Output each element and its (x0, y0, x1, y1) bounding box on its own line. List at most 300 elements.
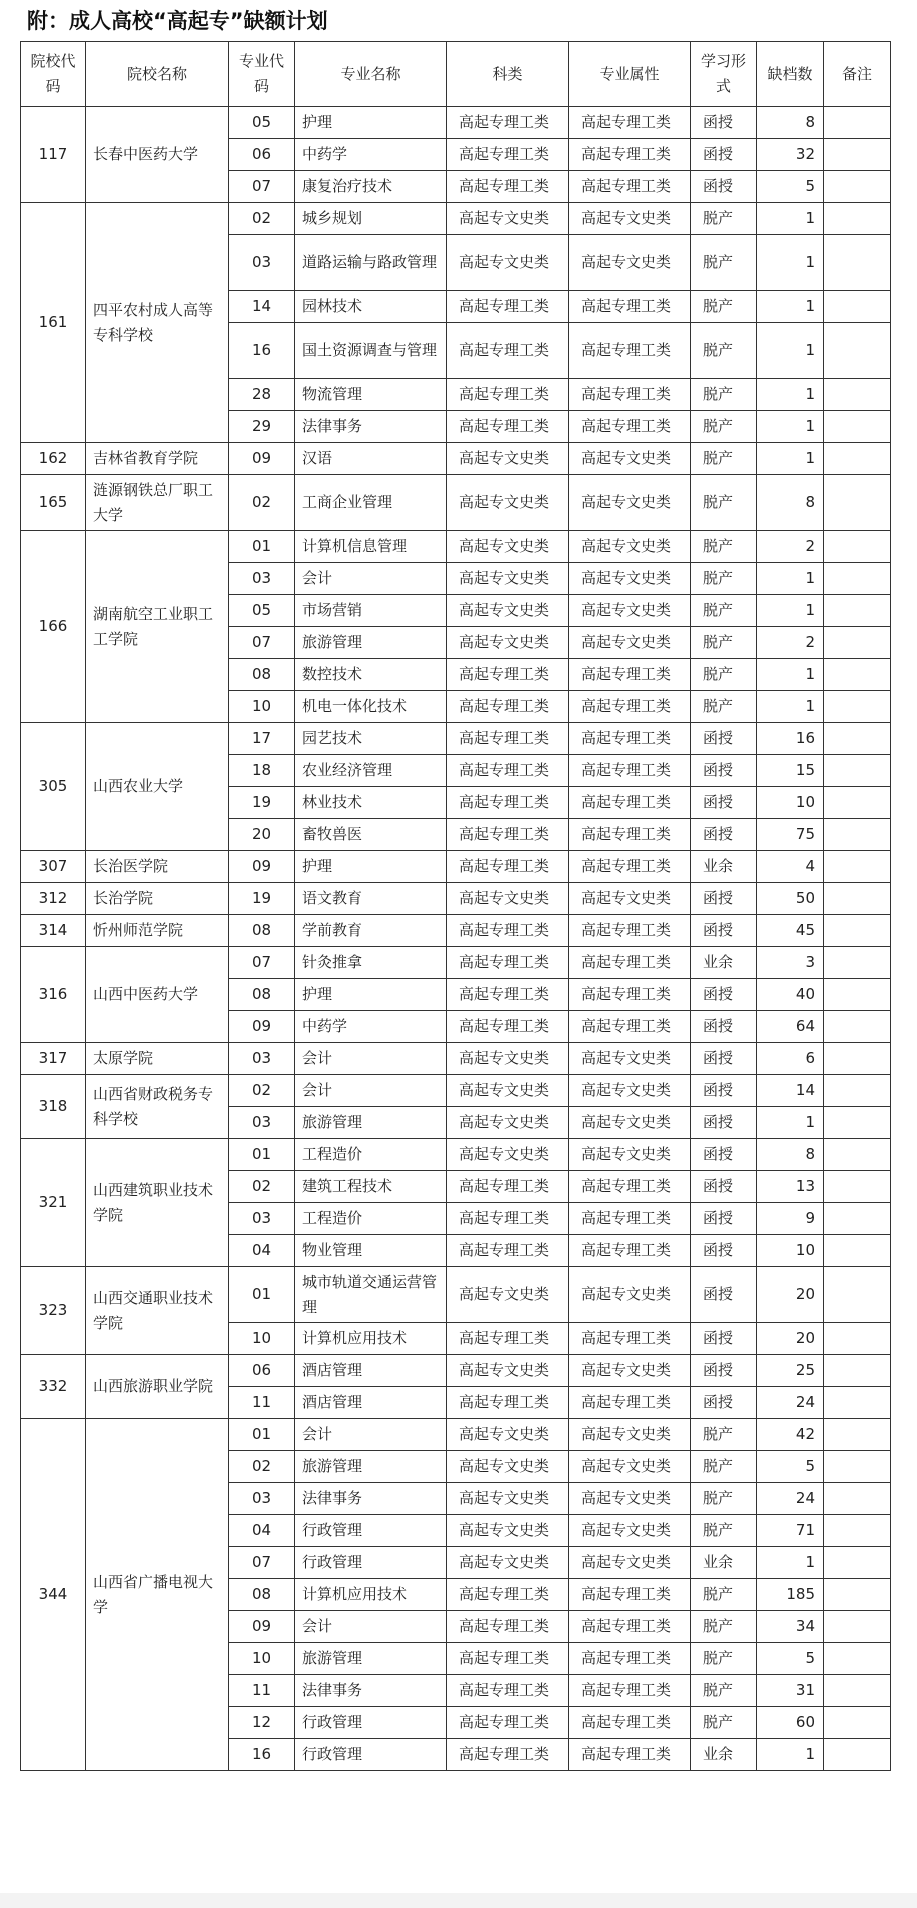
category-cell: 高起专理工类 (447, 1675, 569, 1707)
vacancy-count-cell: 2 (757, 627, 824, 659)
study-form-cell: 函授 (691, 171, 757, 203)
major-code-cell: 19 (229, 883, 295, 915)
major-code-cell: 18 (229, 755, 295, 787)
category-cell: 高起专理工类 (447, 139, 569, 171)
school-name-cell: 湖南航空工业职工工学院 (86, 531, 229, 723)
major-code-cell: 09 (229, 1011, 295, 1043)
table-row (21, 531, 891, 563)
vacancy-count-cell: 1 (757, 235, 824, 291)
major-code-cell: 06 (229, 139, 295, 171)
school-code-cell: 318 (21, 1075, 86, 1139)
major-name-cell: 会计 (295, 563, 447, 595)
major-name-cell: 行政管理 (295, 1739, 447, 1771)
category-cell: 高起专文史类 (447, 627, 569, 659)
vacancy-count-cell: 1 (757, 563, 824, 595)
major-name-cell: 计算机信息管理 (295, 531, 447, 563)
category-cell: 高起专理工类 (447, 1171, 569, 1203)
remarks-cell (824, 323, 891, 379)
category-cell: 高起专理工类 (447, 1323, 569, 1355)
vacancy-count-cell: 5 (757, 171, 824, 203)
vacancy-count-cell: 71 (757, 1515, 824, 1547)
category-cell: 高起专文史类 (447, 1355, 569, 1387)
vacancy-count-cell: 10 (757, 1235, 824, 1267)
study-form-cell: 函授 (691, 1107, 757, 1139)
table-row (21, 723, 891, 755)
remarks-cell (824, 1075, 891, 1107)
study-form-cell: 函授 (691, 723, 757, 755)
remarks-cell (824, 691, 891, 723)
major-name-cell: 法律事务 (295, 1675, 447, 1707)
attribute-cell: 高起专理工类 (569, 379, 691, 411)
category-cell: 高起专文史类 (447, 1515, 569, 1547)
remarks-cell (824, 979, 891, 1011)
school-name-cell: 山西中医药大学 (86, 947, 229, 1043)
study-form-cell: 函授 (691, 883, 757, 915)
vacancy-count-cell: 185 (757, 1579, 824, 1611)
school-code-cell: 323 (21, 1267, 86, 1355)
major-code-cell: 03 (229, 1107, 295, 1139)
school-name-cell: 忻州师范学院 (86, 915, 229, 947)
study-form-cell: 脱产 (691, 627, 757, 659)
category-cell: 高起专理工类 (447, 1235, 569, 1267)
vacancy-count-cell: 1 (757, 1547, 824, 1579)
remarks-cell (824, 1483, 891, 1515)
major-code-cell: 02 (229, 1075, 295, 1107)
vacancy-count-cell: 13 (757, 1171, 824, 1203)
attribute-cell: 高起专理工类 (569, 1675, 691, 1707)
vacancy-count-cell: 25 (757, 1355, 824, 1387)
major-code-cell: 01 (229, 1139, 295, 1171)
vacancy-count-cell: 45 (757, 915, 824, 947)
study-form-cell: 函授 (691, 979, 757, 1011)
major-code-cell: 09 (229, 1611, 295, 1643)
vacancy-count-cell: 5 (757, 1643, 824, 1675)
vacancy-count-cell: 20 (757, 1267, 824, 1323)
major-name-cell: 护理 (295, 107, 447, 139)
major-code-cell: 04 (229, 1515, 295, 1547)
vacancy-count-cell: 4 (757, 851, 824, 883)
table-row (21, 1139, 891, 1171)
header-major-name: 专业名称 (295, 42, 447, 107)
attribute-cell: 高起专文史类 (569, 531, 691, 563)
category-cell: 高起专理工类 (447, 1739, 569, 1771)
major-code-cell: 04 (229, 1235, 295, 1267)
category-cell: 高起专文史类 (447, 1483, 569, 1515)
major-name-cell: 物业管理 (295, 1235, 447, 1267)
category-cell: 高起专理工类 (447, 979, 569, 1011)
vacancy-count-cell: 64 (757, 1011, 824, 1043)
remarks-cell (824, 107, 891, 139)
major-name-cell: 计算机应用技术 (295, 1323, 447, 1355)
attribute-cell: 高起专文史类 (569, 563, 691, 595)
study-form-cell: 函授 (691, 1203, 757, 1235)
category-cell: 高起专文史类 (447, 443, 569, 475)
school-name-cell: 山西省广播电视大学 (86, 1419, 229, 1771)
study-form-cell: 脱产 (691, 411, 757, 443)
category-cell: 高起专理工类 (447, 1579, 569, 1611)
attribute-cell: 高起专文史类 (569, 1139, 691, 1171)
attribute-cell: 高起专文史类 (569, 1515, 691, 1547)
vacancy-count-cell: 20 (757, 1323, 824, 1355)
major-code-cell: 02 (229, 1171, 295, 1203)
major-name-cell: 计算机应用技术 (295, 1579, 447, 1611)
major-code-cell: 08 (229, 979, 295, 1011)
vacancy-count-cell: 24 (757, 1483, 824, 1515)
attribute-cell: 高起专理工类 (569, 1707, 691, 1739)
table-row (21, 443, 891, 475)
vacancy-count-cell: 1 (757, 1739, 824, 1771)
study-form-cell: 函授 (691, 1011, 757, 1043)
attribute-cell: 高起专文史类 (569, 883, 691, 915)
study-form-cell: 业余 (691, 947, 757, 979)
table-row (21, 1355, 891, 1387)
category-cell: 高起专理工类 (447, 947, 569, 979)
remarks-cell (824, 411, 891, 443)
attribute-cell: 高起专理工类 (569, 1323, 691, 1355)
attribute-cell: 高起专文史类 (569, 235, 691, 291)
school-code-cell: 317 (21, 1043, 86, 1075)
study-form-cell: 脱产 (691, 1483, 757, 1515)
school-name-cell: 山西旅游职业学院 (86, 1355, 229, 1419)
major-code-cell: 07 (229, 1547, 295, 1579)
major-name-cell: 国土资源调查与管理 (295, 323, 447, 379)
major-code-cell: 19 (229, 787, 295, 819)
category-cell: 高起专文史类 (447, 235, 569, 291)
major-name-cell: 城乡规划 (295, 203, 447, 235)
remarks-cell (824, 171, 891, 203)
major-code-cell: 17 (229, 723, 295, 755)
remarks-cell (824, 1515, 891, 1547)
header-major-code: 专业代码 (229, 42, 295, 107)
vacancy-count-cell: 1 (757, 203, 824, 235)
major-code-cell: 16 (229, 323, 295, 379)
major-name-cell: 语文教育 (295, 883, 447, 915)
vacancy-plan-table (20, 41, 891, 1771)
remarks-cell (824, 1355, 891, 1387)
category-cell: 高起专理工类 (447, 787, 569, 819)
study-form-cell: 脱产 (691, 475, 757, 531)
table-row (21, 475, 891, 531)
category-cell: 高起专理工类 (447, 819, 569, 851)
vacancy-count-cell: 10 (757, 787, 824, 819)
attribute-cell: 高起专理工类 (569, 851, 691, 883)
major-name-cell: 针灸推拿 (295, 947, 447, 979)
major-name-cell: 旅游管理 (295, 1451, 447, 1483)
category-cell: 高起专理工类 (447, 723, 569, 755)
table-row (21, 1419, 891, 1451)
remarks-cell (824, 851, 891, 883)
study-form-cell: 脱产 (691, 1643, 757, 1675)
category-cell: 高起专理工类 (447, 171, 569, 203)
major-code-cell: 08 (229, 1579, 295, 1611)
study-form-cell: 脱产 (691, 443, 757, 475)
category-cell: 高起专理工类 (447, 1643, 569, 1675)
major-code-cell: 09 (229, 851, 295, 883)
major-code-cell: 14 (229, 291, 295, 323)
category-cell: 高起专文史类 (447, 595, 569, 627)
remarks-cell (824, 1267, 891, 1323)
major-code-cell: 12 (229, 1707, 295, 1739)
category-cell: 高起专文史类 (447, 883, 569, 915)
school-code-cell: 316 (21, 947, 86, 1043)
study-form-cell: 函授 (691, 1267, 757, 1323)
major-name-cell: 护理 (295, 851, 447, 883)
category-cell: 高起专理工类 (447, 291, 569, 323)
table-row (21, 1043, 891, 1075)
attribute-cell: 高起专理工类 (569, 1203, 691, 1235)
school-code-cell: 314 (21, 915, 86, 947)
attribute-cell: 高起专文史类 (569, 475, 691, 531)
vacancy-count-cell: 75 (757, 819, 824, 851)
table-row (21, 947, 891, 979)
remarks-cell (824, 1579, 891, 1611)
major-name-cell: 旅游管理 (295, 1643, 447, 1675)
header-school-name: 院校名称 (86, 42, 229, 107)
school-name-cell: 山西建筑职业技术学院 (86, 1139, 229, 1267)
remarks-cell (824, 1011, 891, 1043)
major-code-cell: 10 (229, 1323, 295, 1355)
header-remarks: 备注 (824, 42, 891, 107)
school-code-cell: 307 (21, 851, 86, 883)
school-code-cell: 166 (21, 531, 86, 723)
category-cell: 高起专理工类 (447, 851, 569, 883)
major-code-cell: 06 (229, 1355, 295, 1387)
major-code-cell: 29 (229, 411, 295, 443)
major-code-cell: 03 (229, 235, 295, 291)
study-form-cell: 函授 (691, 1235, 757, 1267)
major-name-cell: 旅游管理 (295, 627, 447, 659)
vacancy-count-cell: 50 (757, 883, 824, 915)
attribute-cell: 高起专理工类 (569, 1387, 691, 1419)
remarks-cell (824, 819, 891, 851)
category-cell: 高起专理工类 (447, 659, 569, 691)
attribute-cell: 高起专理工类 (569, 915, 691, 947)
study-form-cell: 函授 (691, 819, 757, 851)
major-code-cell: 01 (229, 1419, 295, 1451)
remarks-cell (824, 379, 891, 411)
category-cell: 高起专理工类 (447, 107, 569, 139)
header-school-code: 院校代码 (21, 42, 86, 107)
study-form-cell: 脱产 (691, 531, 757, 563)
remarks-cell (824, 203, 891, 235)
attribute-cell: 高起专理工类 (569, 659, 691, 691)
major-name-cell: 行政管理 (295, 1707, 447, 1739)
school-name-cell: 长治学院 (86, 883, 229, 915)
vacancy-count-cell: 32 (757, 139, 824, 171)
attribute-cell: 高起专理工类 (569, 1171, 691, 1203)
remarks-cell (824, 1107, 891, 1139)
remarks-cell (824, 475, 891, 531)
attribute-cell: 高起专文史类 (569, 1107, 691, 1139)
attribute-cell: 高起专理工类 (569, 139, 691, 171)
attribute-cell: 高起专文史类 (569, 1451, 691, 1483)
category-cell: 高起专文史类 (447, 1075, 569, 1107)
major-code-cell: 08 (229, 915, 295, 947)
table-body (21, 107, 891, 1771)
attribute-cell: 高起专理工类 (569, 947, 691, 979)
attribute-cell: 高起专理工类 (569, 723, 691, 755)
major-code-cell: 03 (229, 1483, 295, 1515)
vacancy-count-cell: 8 (757, 475, 824, 531)
remarks-cell (824, 755, 891, 787)
vacancy-count-cell: 24 (757, 1387, 824, 1419)
category-cell: 高起专文史类 (447, 531, 569, 563)
study-form-cell: 业余 (691, 851, 757, 883)
study-form-cell: 函授 (691, 1355, 757, 1387)
study-form-cell: 函授 (691, 1075, 757, 1107)
school-code-cell: 161 (21, 203, 86, 443)
study-form-cell: 函授 (691, 107, 757, 139)
major-name-cell: 法律事务 (295, 411, 447, 443)
vacancy-count-cell: 1 (757, 411, 824, 443)
category-cell: 高起专文史类 (447, 1139, 569, 1171)
study-form-cell: 函授 (691, 139, 757, 171)
major-name-cell: 会计 (295, 1419, 447, 1451)
table-header (21, 42, 891, 107)
remarks-cell (824, 595, 891, 627)
major-name-cell: 中药学 (295, 139, 447, 171)
major-name-cell: 中药学 (295, 1011, 447, 1043)
remarks-cell (824, 443, 891, 475)
study-form-cell: 函授 (691, 1387, 757, 1419)
attribute-cell: 高起专理工类 (569, 819, 691, 851)
vacancy-count-cell: 9 (757, 1203, 824, 1235)
study-form-cell: 函授 (691, 755, 757, 787)
school-name-cell: 山西农业大学 (86, 723, 229, 851)
major-name-cell: 数控技术 (295, 659, 447, 691)
vacancy-count-cell: 3 (757, 947, 824, 979)
major-name-cell: 行政管理 (295, 1515, 447, 1547)
remarks-cell (824, 1323, 891, 1355)
school-name-cell: 长春中医药大学 (86, 107, 229, 203)
attribute-cell: 高起专文史类 (569, 1075, 691, 1107)
vacancy-count-cell: 1 (757, 1107, 824, 1139)
major-name-cell: 市场营销 (295, 595, 447, 627)
category-cell: 高起专文史类 (447, 1043, 569, 1075)
attribute-cell: 高起专文史类 (569, 1483, 691, 1515)
attribute-cell: 高起专理工类 (569, 291, 691, 323)
category-cell: 高起专文史类 (447, 203, 569, 235)
category-cell: 高起专文史类 (447, 1267, 569, 1323)
category-cell: 高起专理工类 (447, 1707, 569, 1739)
category-cell: 高起专文史类 (447, 563, 569, 595)
table-row (21, 915, 891, 947)
school-name-cell: 四平农村成人高等专科学校 (86, 203, 229, 443)
category-cell: 高起专文史类 (447, 1547, 569, 1579)
table-row (21, 1267, 891, 1323)
major-name-cell: 酒店管理 (295, 1387, 447, 1419)
header-category: 科类 (447, 42, 569, 107)
attribute-cell: 高起专文史类 (569, 203, 691, 235)
remarks-cell (824, 1547, 891, 1579)
major-code-cell: 20 (229, 819, 295, 851)
study-form-cell: 函授 (691, 1043, 757, 1075)
major-name-cell: 护理 (295, 979, 447, 1011)
remarks-cell (824, 787, 891, 819)
attribute-cell: 高起专理工类 (569, 755, 691, 787)
header-study-form: 学习形式 (691, 42, 757, 107)
remarks-cell (824, 1675, 891, 1707)
category-cell: 高起专文史类 (447, 475, 569, 531)
study-form-cell: 脱产 (691, 563, 757, 595)
attribute-cell: 高起专文史类 (569, 595, 691, 627)
attribute-cell: 高起专理工类 (569, 171, 691, 203)
major-code-cell: 16 (229, 1739, 295, 1771)
major-code-cell: 01 (229, 1267, 295, 1323)
attribute-cell: 高起专文史类 (569, 1043, 691, 1075)
vacancy-count-cell: 1 (757, 595, 824, 627)
major-name-cell: 畜牧兽医 (295, 819, 447, 851)
school-code-cell: 305 (21, 723, 86, 851)
category-cell: 高起专理工类 (447, 691, 569, 723)
attribute-cell: 高起专理工类 (569, 411, 691, 443)
vacancy-count-cell: 15 (757, 755, 824, 787)
major-code-cell: 02 (229, 1451, 295, 1483)
category-cell: 高起专理工类 (447, 755, 569, 787)
attribute-cell: 高起专理工类 (569, 691, 691, 723)
major-name-cell: 康复治疗技术 (295, 171, 447, 203)
study-form-cell: 脱产 (691, 235, 757, 291)
major-name-cell: 园艺技术 (295, 723, 447, 755)
remarks-cell (824, 1043, 891, 1075)
vacancy-count-cell: 34 (757, 1611, 824, 1643)
major-name-cell: 旅游管理 (295, 1107, 447, 1139)
attribute-cell: 高起专理工类 (569, 1579, 691, 1611)
attribute-cell: 高起专文史类 (569, 1355, 691, 1387)
remarks-cell (824, 723, 891, 755)
major-name-cell: 会计 (295, 1611, 447, 1643)
vacancy-count-cell: 40 (757, 979, 824, 1011)
major-code-cell: 07 (229, 947, 295, 979)
category-cell: 高起专理工类 (447, 1011, 569, 1043)
category-cell: 高起专理工类 (447, 379, 569, 411)
category-cell: 高起专理工类 (447, 915, 569, 947)
attribute-cell: 高起专理工类 (569, 1011, 691, 1043)
vacancy-count-cell: 1 (757, 379, 824, 411)
study-form-cell: 脱产 (691, 691, 757, 723)
table-row (21, 1075, 891, 1107)
remarks-cell (824, 1643, 891, 1675)
major-name-cell: 会计 (295, 1075, 447, 1107)
remarks-cell (824, 659, 891, 691)
major-code-cell: 01 (229, 531, 295, 563)
attribute-cell: 高起专文史类 (569, 443, 691, 475)
remarks-cell (824, 563, 891, 595)
major-name-cell: 林业技术 (295, 787, 447, 819)
major-code-cell: 28 (229, 379, 295, 411)
vacancy-count-cell: 8 (757, 1139, 824, 1171)
category-cell: 高起专文史类 (447, 1419, 569, 1451)
major-name-cell: 会计 (295, 1043, 447, 1075)
table-row (21, 883, 891, 915)
attribute-cell: 高起专理工类 (569, 107, 691, 139)
vacancy-count-cell: 31 (757, 1675, 824, 1707)
major-code-cell: 03 (229, 1203, 295, 1235)
school-code-cell: 117 (21, 107, 86, 203)
category-cell: 高起专理工类 (447, 1203, 569, 1235)
attribute-cell: 高起专文史类 (569, 1419, 691, 1451)
attribute-cell: 高起专理工类 (569, 1611, 691, 1643)
vacancy-count-cell: 1 (757, 443, 824, 475)
study-form-cell: 业余 (691, 1739, 757, 1771)
vacancy-count-cell: 6 (757, 1043, 824, 1075)
attribute-cell: 高起专理工类 (569, 1643, 691, 1675)
major-name-cell: 行政管理 (295, 1547, 447, 1579)
major-code-cell: 02 (229, 475, 295, 531)
remarks-cell (824, 947, 891, 979)
study-form-cell: 业余 (691, 1547, 757, 1579)
major-name-cell: 汉语 (295, 443, 447, 475)
